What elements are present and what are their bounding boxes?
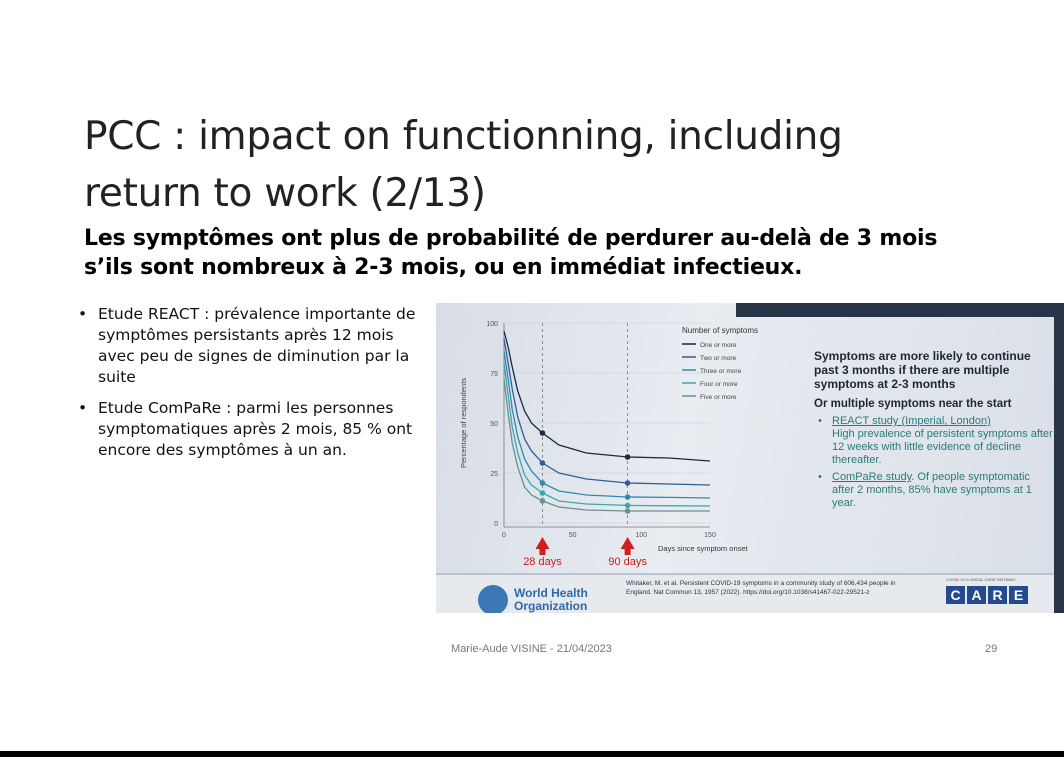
page-number: 29 [985,643,998,655]
x-axis-label: Days since symptom onset [658,544,748,553]
y-tick-label: 100 [486,321,498,328]
up-arrow-icon [621,537,635,549]
series-point [625,454,631,460]
bottom-bar [0,751,1064,757]
bullet-text: Etude REACT : prévalence importante de symptômes persistants après 12 mois avec peu de signes de diminution par la suite [98,305,416,386]
x-tick-label: 50 [568,532,577,539]
legend-label: Two or more [700,355,737,362]
care-letter: R [988,586,1007,604]
day-annotation: 28 days [523,556,562,568]
y-tick-label: 25 [490,471,498,478]
series-point [625,480,631,486]
photo-bullet-icon: • [818,415,822,427]
photo-frame-right [1054,303,1064,613]
y-axis-label: Percentage of respondents [459,377,468,469]
chart-annotations [523,537,647,568]
bullet-text: Etude ComPaRe : parmi les personnes symptomatiques après 2 mois, 85 % ont encore des symptômes à un an. [98,399,413,459]
legend-title: Number of symptoms [682,326,759,335]
citation-text: Whitaker, M. et al. Persistent COVID-19 symptoms in a community study of 606,434 people in England. Nat Commun 13, 1957 (2022). https://doi.org/10.1038/s41467-022-29521-z [626,580,896,596]
chart-legend [682,326,758,401]
chart-photo [436,303,1064,613]
slide-subtitle-line2: s’ils sont nombreux à 2-3 mois, ou en immédiat infectieux. [84,255,803,280]
legend-label: Four or more [700,381,738,388]
care-logo [946,577,1032,606]
y-tick-label: 50 [490,421,498,428]
photo-bullet-icon: • [818,471,822,483]
bullet-item [76,304,424,388]
photo-text-block [814,349,1054,514]
series-point [540,460,546,466]
day-annotation: 90 days [608,556,647,568]
bullet-dot-icon: • [78,305,88,323]
slide-subtitle [84,224,1044,282]
photo-item-react [814,415,1054,467]
series-point [540,480,546,486]
care-letter: A [967,586,986,604]
series-line [504,331,710,461]
photo-heading: Symptoms are more likely to continue past 3 months if there are multiple symptoms at 2-3 months [814,349,1031,391]
chart-markers [540,430,631,514]
photo-subheading: Or multiple symptoms near the start [814,398,1012,410]
up-arrow-icon [535,537,549,549]
series-point [625,494,631,500]
series-line [504,339,710,485]
who-logo-text [514,587,614,613]
series-line [504,379,710,511]
arrow-stem [625,548,631,555]
footer-author: Marie-Aude VISINE - 21/04/2023 [451,643,612,655]
who-name-line1: World Health [514,586,588,600]
x-tick-label: 100 [635,532,648,539]
series-point [625,508,631,514]
x-tick-label: 150 [704,532,716,539]
who-name-line2: Organization [514,599,588,613]
photo-item-compare [814,471,1054,510]
legend-label: Five or more [700,394,737,401]
series-point [540,498,546,504]
y-tick-label: 0 [494,521,498,528]
y-tick-label: 75 [490,371,498,378]
photo-footer [436,573,1064,613]
care-letter: E [1009,586,1028,604]
react-study-text: High prevalence of persistent symptoms after 12 weeks with little evidence of decline thereafter. [832,428,1053,466]
bullet-item [76,398,424,461]
chart-lines [504,331,710,511]
bullet-dot-icon: • [78,399,88,417]
bullet-list [76,304,424,471]
arrow-stem [539,548,545,555]
series-point [540,490,546,496]
x-tick-label: 0 [502,532,506,539]
slide-subtitle-line1: Les symptômes ont plus de probabilité de perdurer au-delà de 3 mois [84,226,938,251]
react-study-link[interactable]: REACT study (Imperial, London) [832,415,991,427]
legend-label: One or more [700,342,737,349]
slide-title-line2: return to work (2/13) [84,171,486,216]
care-caption: COVID-19 CLINICAL CARE PATHWAY [946,577,1016,582]
slide-title-line1: PCC : impact on functionning, including [84,114,843,159]
slide-title [84,108,984,222]
series-point [540,430,546,436]
compare-study-text: . Of people symptomatic after 2 months, 85% have symptoms at 1 year. [832,471,1032,509]
compare-study-link[interactable]: ComPaRe study [832,471,912,483]
care-letter: C [946,586,965,604]
who-emblem-icon [478,585,508,613]
legend-label: Three or more [700,368,742,375]
series-point [625,503,631,509]
